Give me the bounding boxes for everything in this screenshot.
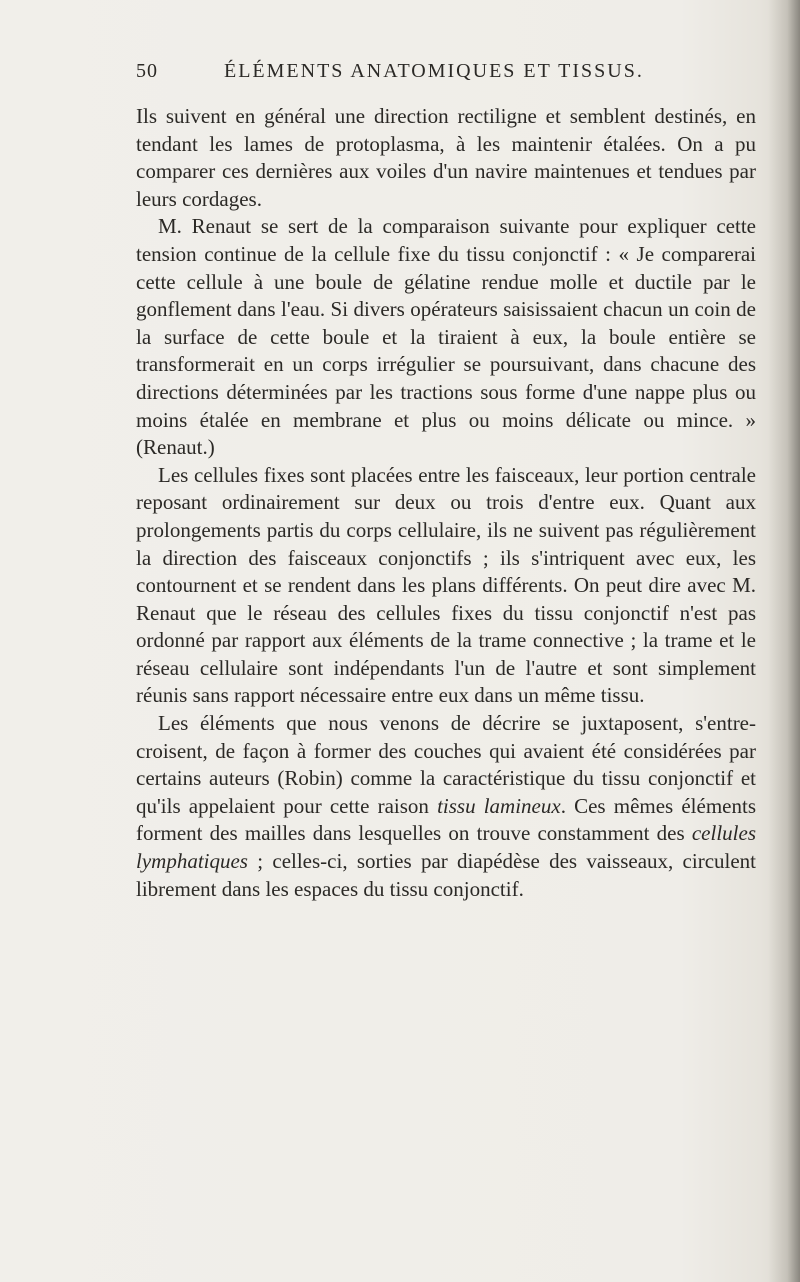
paragraph-4-text-a: Les éléments que nous venons de décrire se juxtaposent, s'entre-croisent, de façon à former des couches qui avaient été considérées par certains auteurs (Robin) comme la caractéristique du tissu conjonctif et qu'ils appelaient pour cette raison	[136, 711, 756, 818]
paragraph-4-text-c: ; celles-ci, sorties par diapédèse des vaisseaux, circulent librement dans les espaces du tissu conjonctif.	[136, 849, 756, 901]
paragraph-2: M. Renaut se sert de la comparaison suivante pour expliquer cette tension continue de la cellule fixe du tissu conjonctif : « Je comparerai cette cellule à une boule de gélatine rendue molle et ductile par le gonflement dans l'eau. Si divers opérateurs saisissaient chacun un coin de la surface de cette boule et la tiraient à eux, la boule entière se transformerait en un corps irrégulier se poursuivant, dans chacune des directions déterminées par les tractions sous forme d'une nappe plus ou moins étalée en membrane et plus ou moins délicate ou mince. » (Renaut.)	[136, 214, 756, 460]
paragraph-4-text-b: . Ces mêmes éléments forment des mailles dans lesquelles on trouve constamment des	[136, 793, 756, 846]
paragraph-4	[136, 710, 756, 903]
page-edge-shadow	[768, 0, 800, 1282]
paragraph-3: Les cellules fixes sont placées entre les faisceaux, leur portion centrale reposant ordinairement sur deux ou trois d'entre eux. Quant aux prolongements partis du corps cellulaire, ils ne suivent pas régulièrement la direction des faisceaux conjonctifs ; ils s'intriquent avec eux, les contournent et se rendent dans les plans différents. On peut dire avec M. Renaut que le réseau des cellules fixes du tissu conjonctif n'est pas ordonné par rapport aux éléments de la trame connective ; la trame et le réseau cellulaire sont indépendants l'un de l'autre et sont simplement réunis sans rapport nécessaire entre eux dans un même tissu.	[136, 462, 756, 708]
page-number: 50	[136, 60, 158, 82]
paragraph-1: Ils suivent en général une direction rectiligne et semblent destinés, en tendant les lames de protoplasma, à les maintenir étalées. On a pu comparer ces dernières aux voiles d'un navire maintenues et tendues par leurs cordages.	[136, 104, 756, 211]
body-text	[136, 103, 756, 903]
term-tissu-lamineux: tissu lamineux	[437, 793, 561, 818]
running-title: ÉLÉMENTS ANATOMIQUES ET TISSUS.	[224, 60, 644, 82]
term-cellules-lymphatiques: cellules lymphatiques	[136, 821, 756, 874]
